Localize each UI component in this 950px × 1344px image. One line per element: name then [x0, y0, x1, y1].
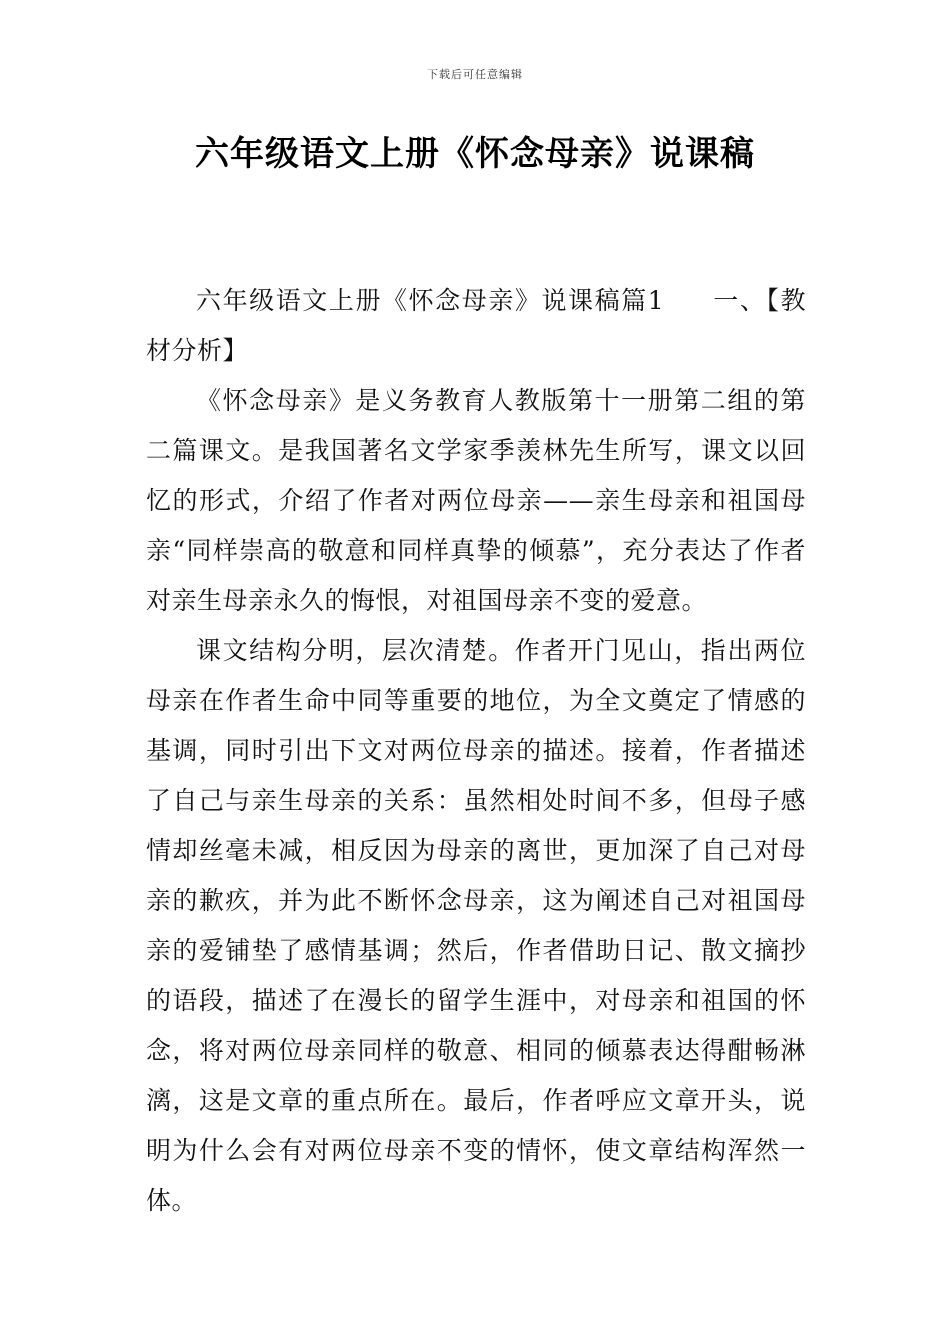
document-title: 六年级语文上册《怀念母亲》说课稿	[195, 134, 755, 174]
section-heading-subtitle: 一、【教材分析】	[146, 286, 806, 365]
header-note: 下载后可任意编辑	[427, 68, 523, 81]
section-heading-paragraph	[146, 276, 806, 376]
body-paragraph-1: 《怀念母亲》是义务教育人教版第十一册第二组的第二篇课文。是我国著名文学家季羡林先生所写，课文以回忆的形式，介绍了作者对两位母亲——亲生母亲和祖国母亲“同样崇高的敬意和同样真挚的倾慕”，充分表达了作者对亲生母亲永久的悔恨，对祖国母亲不变的爱意。	[146, 386, 806, 615]
section-heading-title: 六年级语文上册《怀念母亲》说课稿篇1	[196, 286, 665, 315]
body-paragraph-2: 课文结构分明，层次清楚。作者开门见山，指出两位母亲在作者生命中同等重要的地位，为全文奠定了情感的基调，同时引出下文对两位母亲的描述。接着，作者描述了自己与亲生母亲的关系：虽然相处时间不多，但母子感情却丝毫未减，相反因为母亲的离世，更加深了自己对母亲的歉疚，并为此不断怀念母亲，这为阐述自己对祖国母亲的爱铺垫了感情基调；然后，作者借助日记、散文摘抄的语段，描述了在漫长的留学生涯中，对母亲和祖国的怀念，将对两位母亲同样的敬意、相同的倾慕表达得酣畅淋漓，这是文章的重点所在。最后，作者呼应文章开头，说明为什么会有对两位母亲不变的情怀，使文章结构浑然一体。	[146, 636, 806, 1215]
document-body	[146, 276, 806, 1226]
